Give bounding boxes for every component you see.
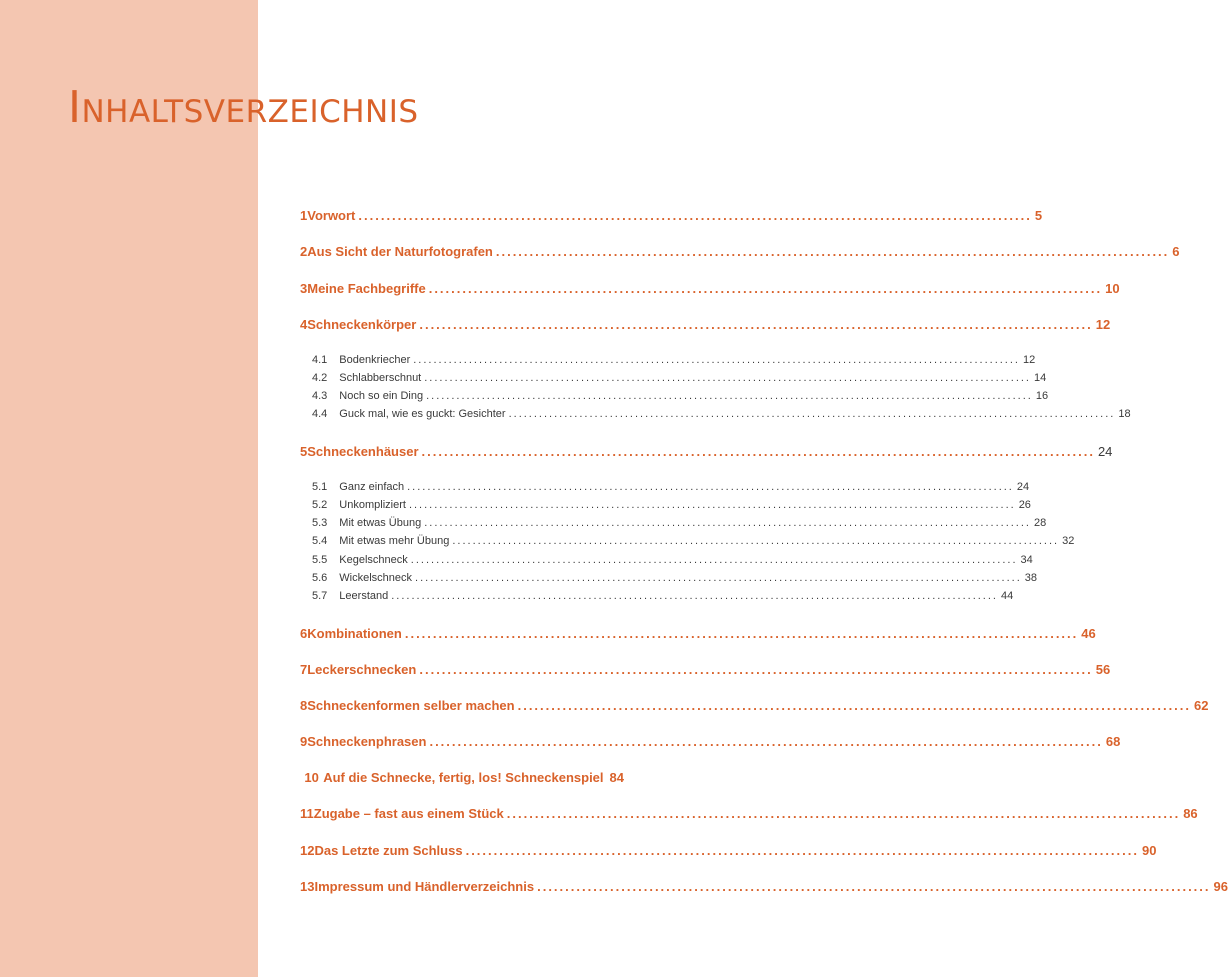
toc-page-number: 44 xyxy=(1000,590,1014,602)
toc-page-number: 12 xyxy=(1095,317,1111,332)
toc-label: Kombinationen xyxy=(307,626,402,641)
toc-label: Vorwort xyxy=(307,208,356,223)
toc-entry[interactable] xyxy=(300,734,1121,754)
toc-entry[interactable] xyxy=(300,770,624,790)
toc-page-number: 18 xyxy=(1118,408,1131,420)
dot-leader: ........................................................................................................................ xyxy=(517,698,1192,713)
toc-number: 7 xyxy=(300,662,308,677)
dot-leader: ........................................................................................................................ xyxy=(391,590,998,602)
toc-page-number: 38 xyxy=(1024,572,1038,584)
toc-page-number: 96 xyxy=(1213,879,1228,894)
toc-number: 6 xyxy=(300,626,308,641)
toc-subentry[interactable] xyxy=(300,572,1038,592)
toc-page-number: 24 xyxy=(1016,481,1030,493)
dot-leader: ........................................................................................................................ xyxy=(495,244,1170,259)
dot-leader: ........................................................................................................................ xyxy=(452,535,1060,547)
toc-entry[interactable] xyxy=(300,281,1120,301)
toc-entry[interactable] xyxy=(300,843,1157,863)
toc-number: 4.1 xyxy=(312,354,328,366)
toc-page-number: 46 xyxy=(1081,626,1096,641)
toc-label: Mit etwas mehr Übung xyxy=(339,535,450,547)
toc-subentry[interactable] xyxy=(300,535,1075,555)
toc-page-number: 86 xyxy=(1183,806,1198,821)
toc-subentry[interactable] xyxy=(300,554,1033,574)
dot-leader: ........................................................................................................................ xyxy=(413,354,1020,366)
toc-number: 13 xyxy=(300,879,315,894)
toc-label: Unkompliziert xyxy=(339,499,406,511)
toc-number: 4 xyxy=(300,317,308,332)
toc-number: 3 xyxy=(300,281,308,296)
toc-label: Bodenkriecher xyxy=(339,354,411,366)
toc-page-number: 5 xyxy=(1034,208,1043,223)
dot-leader: ........................................................................................................................ xyxy=(407,481,1014,493)
toc-subentry[interactable] xyxy=(300,408,1131,428)
toc-page-number: 10 xyxy=(1105,281,1120,296)
toc-number: 5.5 xyxy=(312,554,328,566)
toc-page-number: 26 xyxy=(1018,499,1031,511)
dot-leader: ........................................................................................................................ xyxy=(465,843,1139,858)
toc-page-number: 90 xyxy=(1142,843,1157,858)
dot-leader: ........................................................................................................................ xyxy=(410,554,1018,566)
toc-number: 5.7 xyxy=(312,590,328,602)
toc-page-number: 68 xyxy=(1105,734,1121,749)
toc-subentry[interactable] xyxy=(300,390,1049,410)
dot-leader: ........................................................................................................................ xyxy=(426,390,1033,402)
toc-page-number: 56 xyxy=(1095,662,1111,677)
toc-label: Noch so ein Ding xyxy=(339,390,424,402)
toc-subentry[interactable] xyxy=(300,372,1047,392)
toc-label: Zugabe – fast aus einem Stück xyxy=(313,806,504,821)
toc-number: 5.2 xyxy=(312,499,328,511)
dot-leader: ........................................................................................................................ xyxy=(419,662,1093,677)
toc-page-number: 6 xyxy=(1172,244,1180,259)
toc-entry[interactable] xyxy=(300,806,1198,826)
dot-leader: ........................................................................................................................ xyxy=(419,317,1093,332)
toc-number: 5.1 xyxy=(312,481,328,493)
toc-number: 5.4 xyxy=(312,535,328,547)
toc-number: 5.6 xyxy=(312,572,328,584)
toc-label: Wickelschneck xyxy=(339,572,413,584)
toc-page-number: 28 xyxy=(1033,517,1047,529)
toc-label: Ganz einfach xyxy=(339,481,405,493)
toc-entry[interactable] xyxy=(300,698,1209,718)
toc-label: Das Letzte zum Schluss xyxy=(314,843,463,858)
toc-entry[interactable] xyxy=(300,662,1111,682)
toc-label: Mit etwas Übung xyxy=(339,517,422,529)
toc-number: 12 xyxy=(300,843,315,858)
dot-leader: ........................................................................................................................ xyxy=(424,517,1031,529)
toc-number: 1 xyxy=(300,208,308,223)
toc-number: 5.3 xyxy=(312,517,328,529)
toc-number: 9 xyxy=(300,734,308,749)
toc-number: 2 xyxy=(300,244,308,259)
toc-number: 10 xyxy=(304,770,319,785)
toc-page-number: 62 xyxy=(1194,698,1209,713)
toc-number: 11 xyxy=(300,806,314,821)
toc-entry[interactable] xyxy=(300,208,1043,228)
toc-label: Aus Sicht der Naturfotografen xyxy=(307,244,493,259)
toc-label: Schneckenhäuser xyxy=(307,444,419,459)
dot-leader: ........................................................................................................................ xyxy=(508,408,1116,420)
sidebar-band xyxy=(0,0,258,977)
dot-leader: ........................................................................................................................ xyxy=(404,626,1079,641)
toc-page-number: 34 xyxy=(1020,554,1033,566)
dot-leader: ........................................................................................................................ xyxy=(408,499,1016,511)
toc-label: Meine Fachbegriffe xyxy=(307,281,426,296)
toc-number: 5 xyxy=(300,444,308,459)
toc-page-number: 24 xyxy=(1097,444,1113,459)
toc-page-number: 16 xyxy=(1035,390,1049,402)
page-title: Inhaltsverzeichnis xyxy=(68,82,419,133)
toc-subentry[interactable] xyxy=(300,517,1047,537)
dot-leader: ........................................................................................................................ xyxy=(424,372,1031,384)
toc-number: 4.2 xyxy=(312,372,328,384)
toc-entry[interactable] xyxy=(300,317,1111,337)
toc-label: Impressum und Händlerverzeichnis xyxy=(314,879,535,894)
dot-leader: ........................................................................................................................ xyxy=(358,208,1032,223)
dot-leader: ........................................................................................................................ xyxy=(506,806,1181,821)
toc-entry[interactable] xyxy=(300,244,1180,264)
toc-subentry[interactable] xyxy=(300,481,1030,501)
toc-label: Schneckenkörper xyxy=(307,317,417,332)
toc-entry[interactable] xyxy=(300,444,1113,464)
toc-page-number: 84 xyxy=(609,770,624,785)
toc-label: Schneckenphrasen xyxy=(307,734,427,749)
toc-entry[interactable] xyxy=(300,879,1228,899)
dot-leader: ........................................................................................................................ xyxy=(537,879,1211,894)
toc-label: Auf die Schnecke, fertig, los! Schneckenspiel xyxy=(323,770,604,785)
toc-subentry[interactable] xyxy=(300,354,1036,374)
toc-page-number: 32 xyxy=(1062,535,1075,547)
toc-page-number: 14 xyxy=(1034,372,1047,384)
toc-label: Guck mal, wie es guckt: Gesichter xyxy=(339,408,506,420)
toc-number: 4.3 xyxy=(312,390,328,402)
dot-leader: ........................................................................................................................ xyxy=(421,444,1095,459)
toc-subentry[interactable] xyxy=(300,590,1014,610)
dot-leader: ........................................................................................................................ xyxy=(428,281,1103,296)
toc-label: Leckerschnecken xyxy=(307,662,417,677)
toc-label: Kegelschneck xyxy=(339,554,408,566)
dot-leader: ........................................................................................................................ xyxy=(415,572,1022,584)
toc-label: Leerstand xyxy=(339,590,389,602)
dot-leader: ........................................................................................................................ xyxy=(429,734,1103,749)
toc-label: Schlabberschnut xyxy=(339,372,422,384)
toc-subentry[interactable] xyxy=(300,499,1031,519)
toc-entry[interactable] xyxy=(300,626,1096,646)
toc-label: Schneckenformen selber machen xyxy=(307,698,515,713)
toc-number: 8 xyxy=(300,698,308,713)
toc-page-number: 12 xyxy=(1022,354,1036,366)
toc-number: 4.4 xyxy=(312,408,328,420)
